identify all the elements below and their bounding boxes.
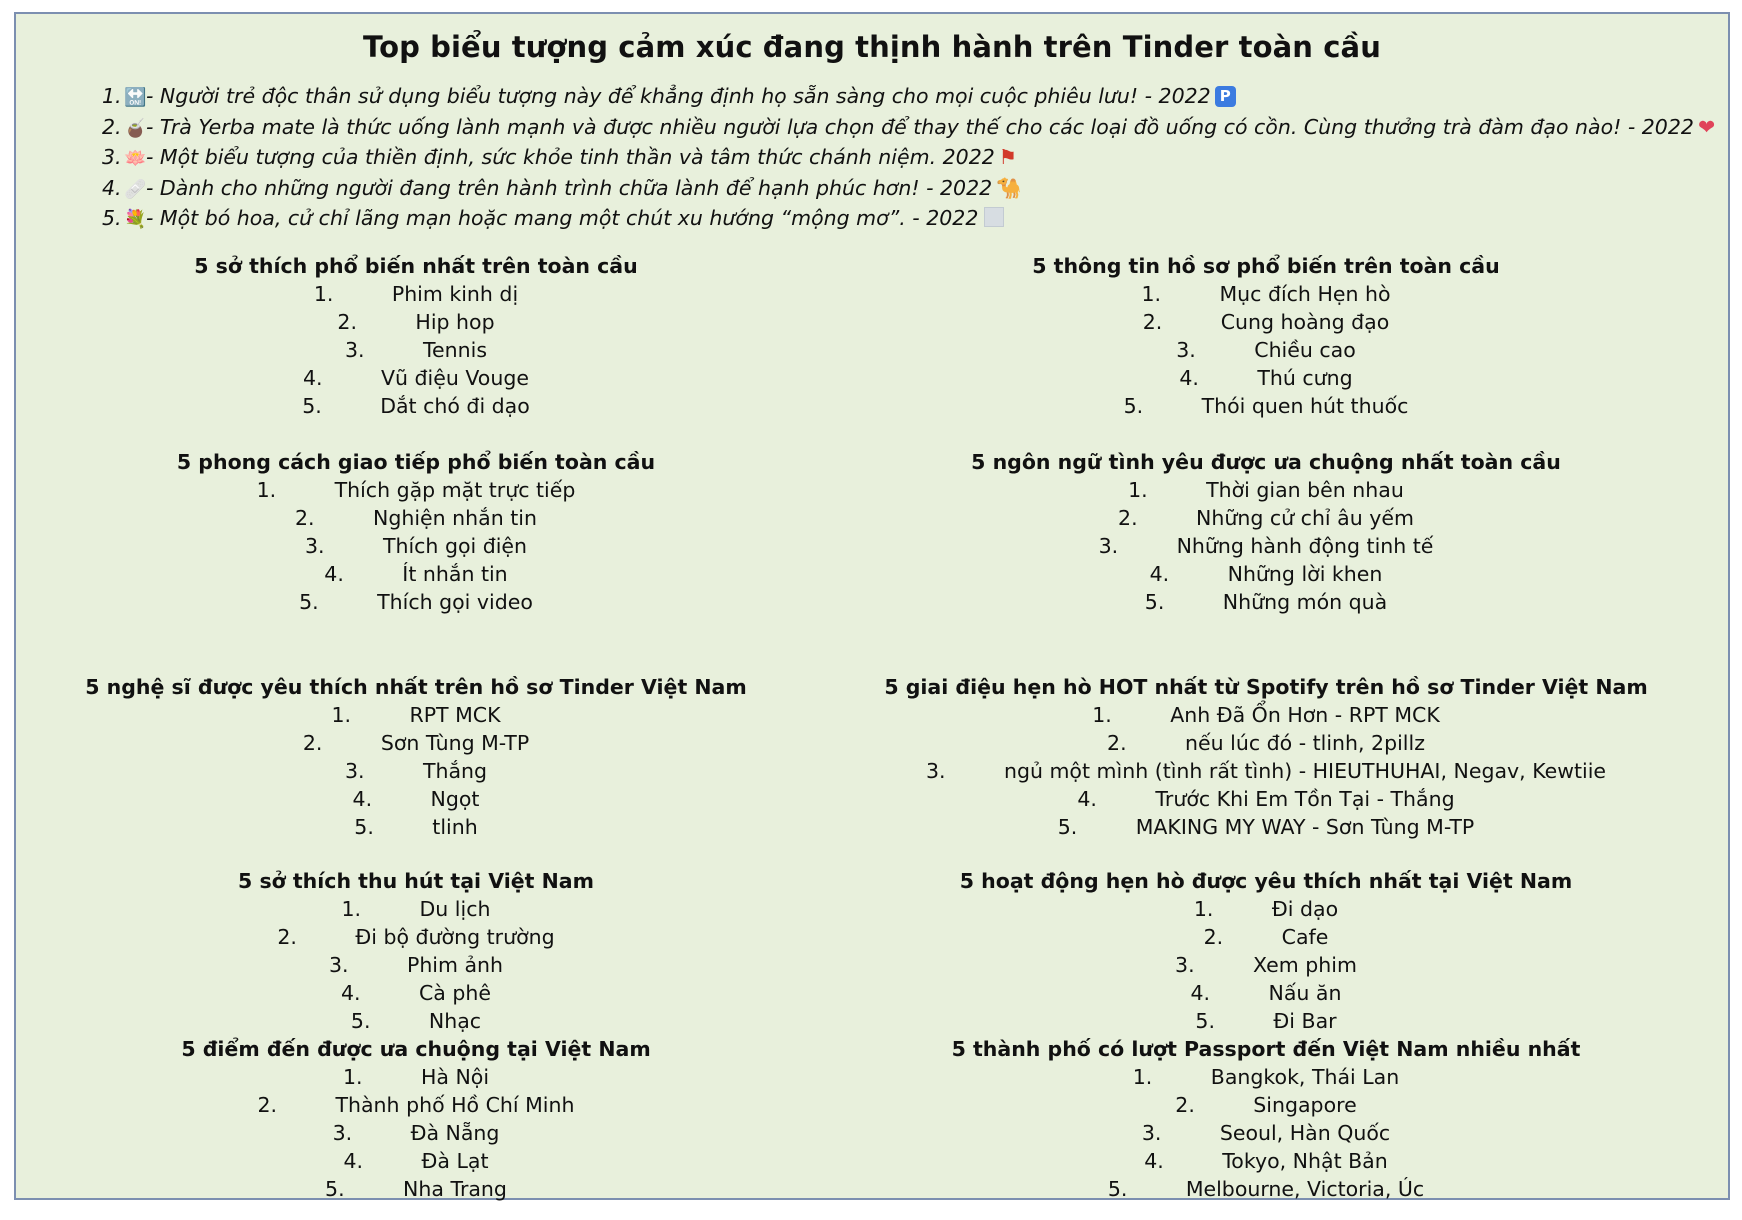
list-item	[102, 143, 1702, 174]
list-item: 1. Anh Đã Ổn Hơn - RPT MCK	[1092, 703, 1440, 727]
list-item-number: 1.	[102, 84, 122, 108]
section-title: 5 điểm đến được ưa chuộng tại Việt Nam	[181, 1037, 651, 1061]
list-item: 4. Thú cưng	[1179, 366, 1353, 390]
list-item: 5. Đi Bar	[1195, 1009, 1337, 1033]
list-item: 1. Bangkok, Thái Lan	[1132, 1065, 1400, 1089]
list-item: 1. Thích gặp mặt trực tiếp	[256, 478, 576, 502]
list-item: 5. Thích gọi video	[299, 590, 533, 614]
section-title: 5 phong cách giao tiếp phổ biến toàn cầu	[176, 450, 656, 474]
section-vn-interests	[16, 867, 816, 1035]
red-flag-icon: ⚑	[998, 145, 1018, 169]
list-item: 1. Hà Nội	[342, 1065, 490, 1089]
section-title: 5 sở thích phổ biến nhất trên toàn cầu	[194, 254, 638, 278]
section-title: 5 thành phố có lượt Passport đến Việt Nam nhiều nhất	[951, 1037, 1581, 1061]
list-item: 2. nếu lúc đó - tlinh, 2pillz	[1107, 731, 1425, 755]
list-item: 2. Cung hoàng đạo	[1142, 310, 1390, 334]
placeholder-image-icon	[984, 207, 1004, 227]
list-item: 2. Đi bộ đường trường	[277, 925, 555, 949]
list-item: 4. Tokyo, Nhật Bản	[1144, 1149, 1388, 1173]
section-vn-destinations	[16, 1035, 816, 1203]
list-item: 2. Hip hop	[337, 310, 495, 334]
list-item: 1. Mục đích Hẹn hò	[1141, 282, 1391, 306]
lotus-icon: 🪷	[124, 148, 147, 169]
list-item-number: 4.	[102, 175, 122, 200]
section-title: 5 ngôn ngữ tình yêu được ưa chuộng nhất toàn cầu	[971, 450, 1561, 474]
section-title: 5 hoạt động hẹn hò được yêu thích nhất tại Việt Nam	[959, 869, 1573, 893]
section-love-languages	[866, 448, 1666, 616]
page-title: Top biểu tượng cảm xúc đang thịnh hành trên Tinder toàn cầu	[363, 30, 1381, 64]
content-panel	[14, 12, 1730, 1200]
section-title: 5 giai điệu hẹn hò HOT nhất từ Spotify trên hồ sơ Tinder Việt Nam	[884, 675, 1648, 699]
section-global-interests	[16, 252, 816, 420]
camel-icon: 🐪	[996, 175, 1022, 200]
list-item-text: - Một biểu tượng của thiền định, sức khỏe tinh thần và tâm thức chánh niệm. 2022	[146, 145, 995, 169]
list-item: 3. Xem phim	[1175, 953, 1357, 977]
list-item: 3. ngủ một mình (tình rất tình) - HIEUTHUHAI, Negav, Kewtiie	[925, 759, 1607, 783]
section-vn-date-activities	[866, 867, 1666, 1035]
on-arrow-icon: 🔛	[124, 87, 147, 108]
list-item: 4. Nấu ăn	[1190, 981, 1342, 1005]
list-item: 2. Những cử chỉ âu yếm	[1118, 506, 1414, 530]
list-item: 3. Thích gọi điện	[304, 534, 528, 558]
list-item: 3. Thắng	[344, 759, 488, 783]
list-item: 5. tlinh	[354, 815, 478, 839]
list-item: 4. Vũ điệu Vouge	[303, 366, 529, 390]
section-vn-spotify-anthems	[866, 673, 1666, 841]
list-item: 5. Thói quen hút thuốc	[1123, 394, 1409, 418]
parking-badge-icon: P	[1215, 86, 1236, 107]
list-item: 4. Trước Khi Em Tồn Tại - Thắng	[1077, 787, 1455, 811]
list-item: 2. Singapore	[1175, 1093, 1357, 1117]
list-item: 3. Seoul, Hàn Quốc	[1141, 1121, 1391, 1145]
list-item-text: - Dành cho những người đang trên hành trình chữa lành để hạnh phúc hơn! - 2022	[146, 175, 993, 200]
section-title: 5 thông tin hồ sơ phổ biến trên toàn cầu	[1032, 254, 1500, 278]
bandage-icon: 🩹	[124, 178, 147, 200]
list-item	[102, 174, 1702, 205]
list-item: 4. Những lời khen	[1149, 562, 1383, 586]
section-vn-passport-cities	[866, 1035, 1666, 1203]
list-item: 1. Phim kinh dị	[313, 282, 519, 306]
list-item: 3. Tennis	[344, 338, 487, 362]
list-item: 3. Những hành động tinh tế	[1098, 534, 1434, 558]
section-global-profile-info	[866, 252, 1666, 420]
list-item-number: 3.	[102, 145, 122, 169]
list-item: 4. Cà phê	[340, 981, 491, 1005]
list-item	[102, 82, 1702, 113]
list-item: 5. Melbourne, Victoria, Úc	[1107, 1177, 1425, 1201]
section-title: 5 sở thích thu hút tại Việt Nam	[238, 869, 594, 893]
list-item: 3. Chiều cao	[1176, 338, 1356, 362]
section-communication-styles	[16, 448, 816, 616]
list-item: 2. Thành phố Hồ Chí Minh	[257, 1093, 575, 1117]
mate-drink-icon: 🧉	[124, 117, 147, 139]
list-item-text: - Trà Yerba mate là thức uống lành mạnh và được nhiều người lựa chọn để thay thế cho các loại đồ uống có cồn. Cùng thưởng trà đàm đạo nào! - 2022	[146, 114, 1694, 139]
list-item: 4. Ngọt	[352, 787, 480, 811]
list-item: 5. Dắt chó đi dạo	[302, 394, 530, 418]
list-item	[102, 113, 1716, 144]
list-item	[102, 204, 1702, 235]
list-item: 5. Nha Trang	[325, 1177, 507, 1201]
list-item: 5. MAKING MY WAY - Sơn Tùng M-TP	[1057, 815, 1475, 839]
section-title: 5 nghệ sĩ được yêu thích nhất trên hồ sơ Tinder Việt Nam	[85, 675, 747, 699]
list-item: 3. Phim ảnh	[328, 953, 504, 977]
bouquet-icon: 💐	[124, 209, 147, 230]
list-item: 1. RPT MCK	[331, 703, 501, 727]
list-item: 2. Sơn Tùng M-TP	[302, 731, 530, 755]
trending-emoji-list	[102, 82, 1716, 235]
list-item: 5. Nhạc	[350, 1009, 482, 1033]
list-item: 4. Ít nhắn tin	[324, 562, 508, 586]
list-item-number: 5.	[102, 206, 122, 230]
section-vn-artists	[16, 673, 816, 841]
list-item: 1. Đi dạo	[1193, 897, 1339, 921]
list-item: 1. Thời gian bên nhau	[1128, 478, 1404, 502]
list-item-text: - Một bó hoa, cử chỉ lãng mạn hoặc mang một chút xu hướng “mộng mơ”. - 2022	[146, 206, 979, 230]
list-item: 2. Nghiện nhắn tin	[295, 506, 537, 530]
heart-icon: ❤	[1697, 114, 1716, 139]
list-item: 2. Cafe	[1203, 925, 1329, 949]
list-item: 4. Đà Lạt	[343, 1149, 489, 1173]
list-item-text: - Người trẻ độc thân sử dụng biểu tượng này để khẳng định họ sẵn sàng cho mọi cuộc phiêu lưu! - 2022	[146, 84, 1211, 108]
list-item-number: 2.	[102, 114, 122, 139]
list-item: 5. Những món quà	[1144, 590, 1388, 614]
list-item: 1. Du lịch	[341, 897, 491, 921]
list-item: 3. Đà Nẵng	[332, 1121, 500, 1145]
